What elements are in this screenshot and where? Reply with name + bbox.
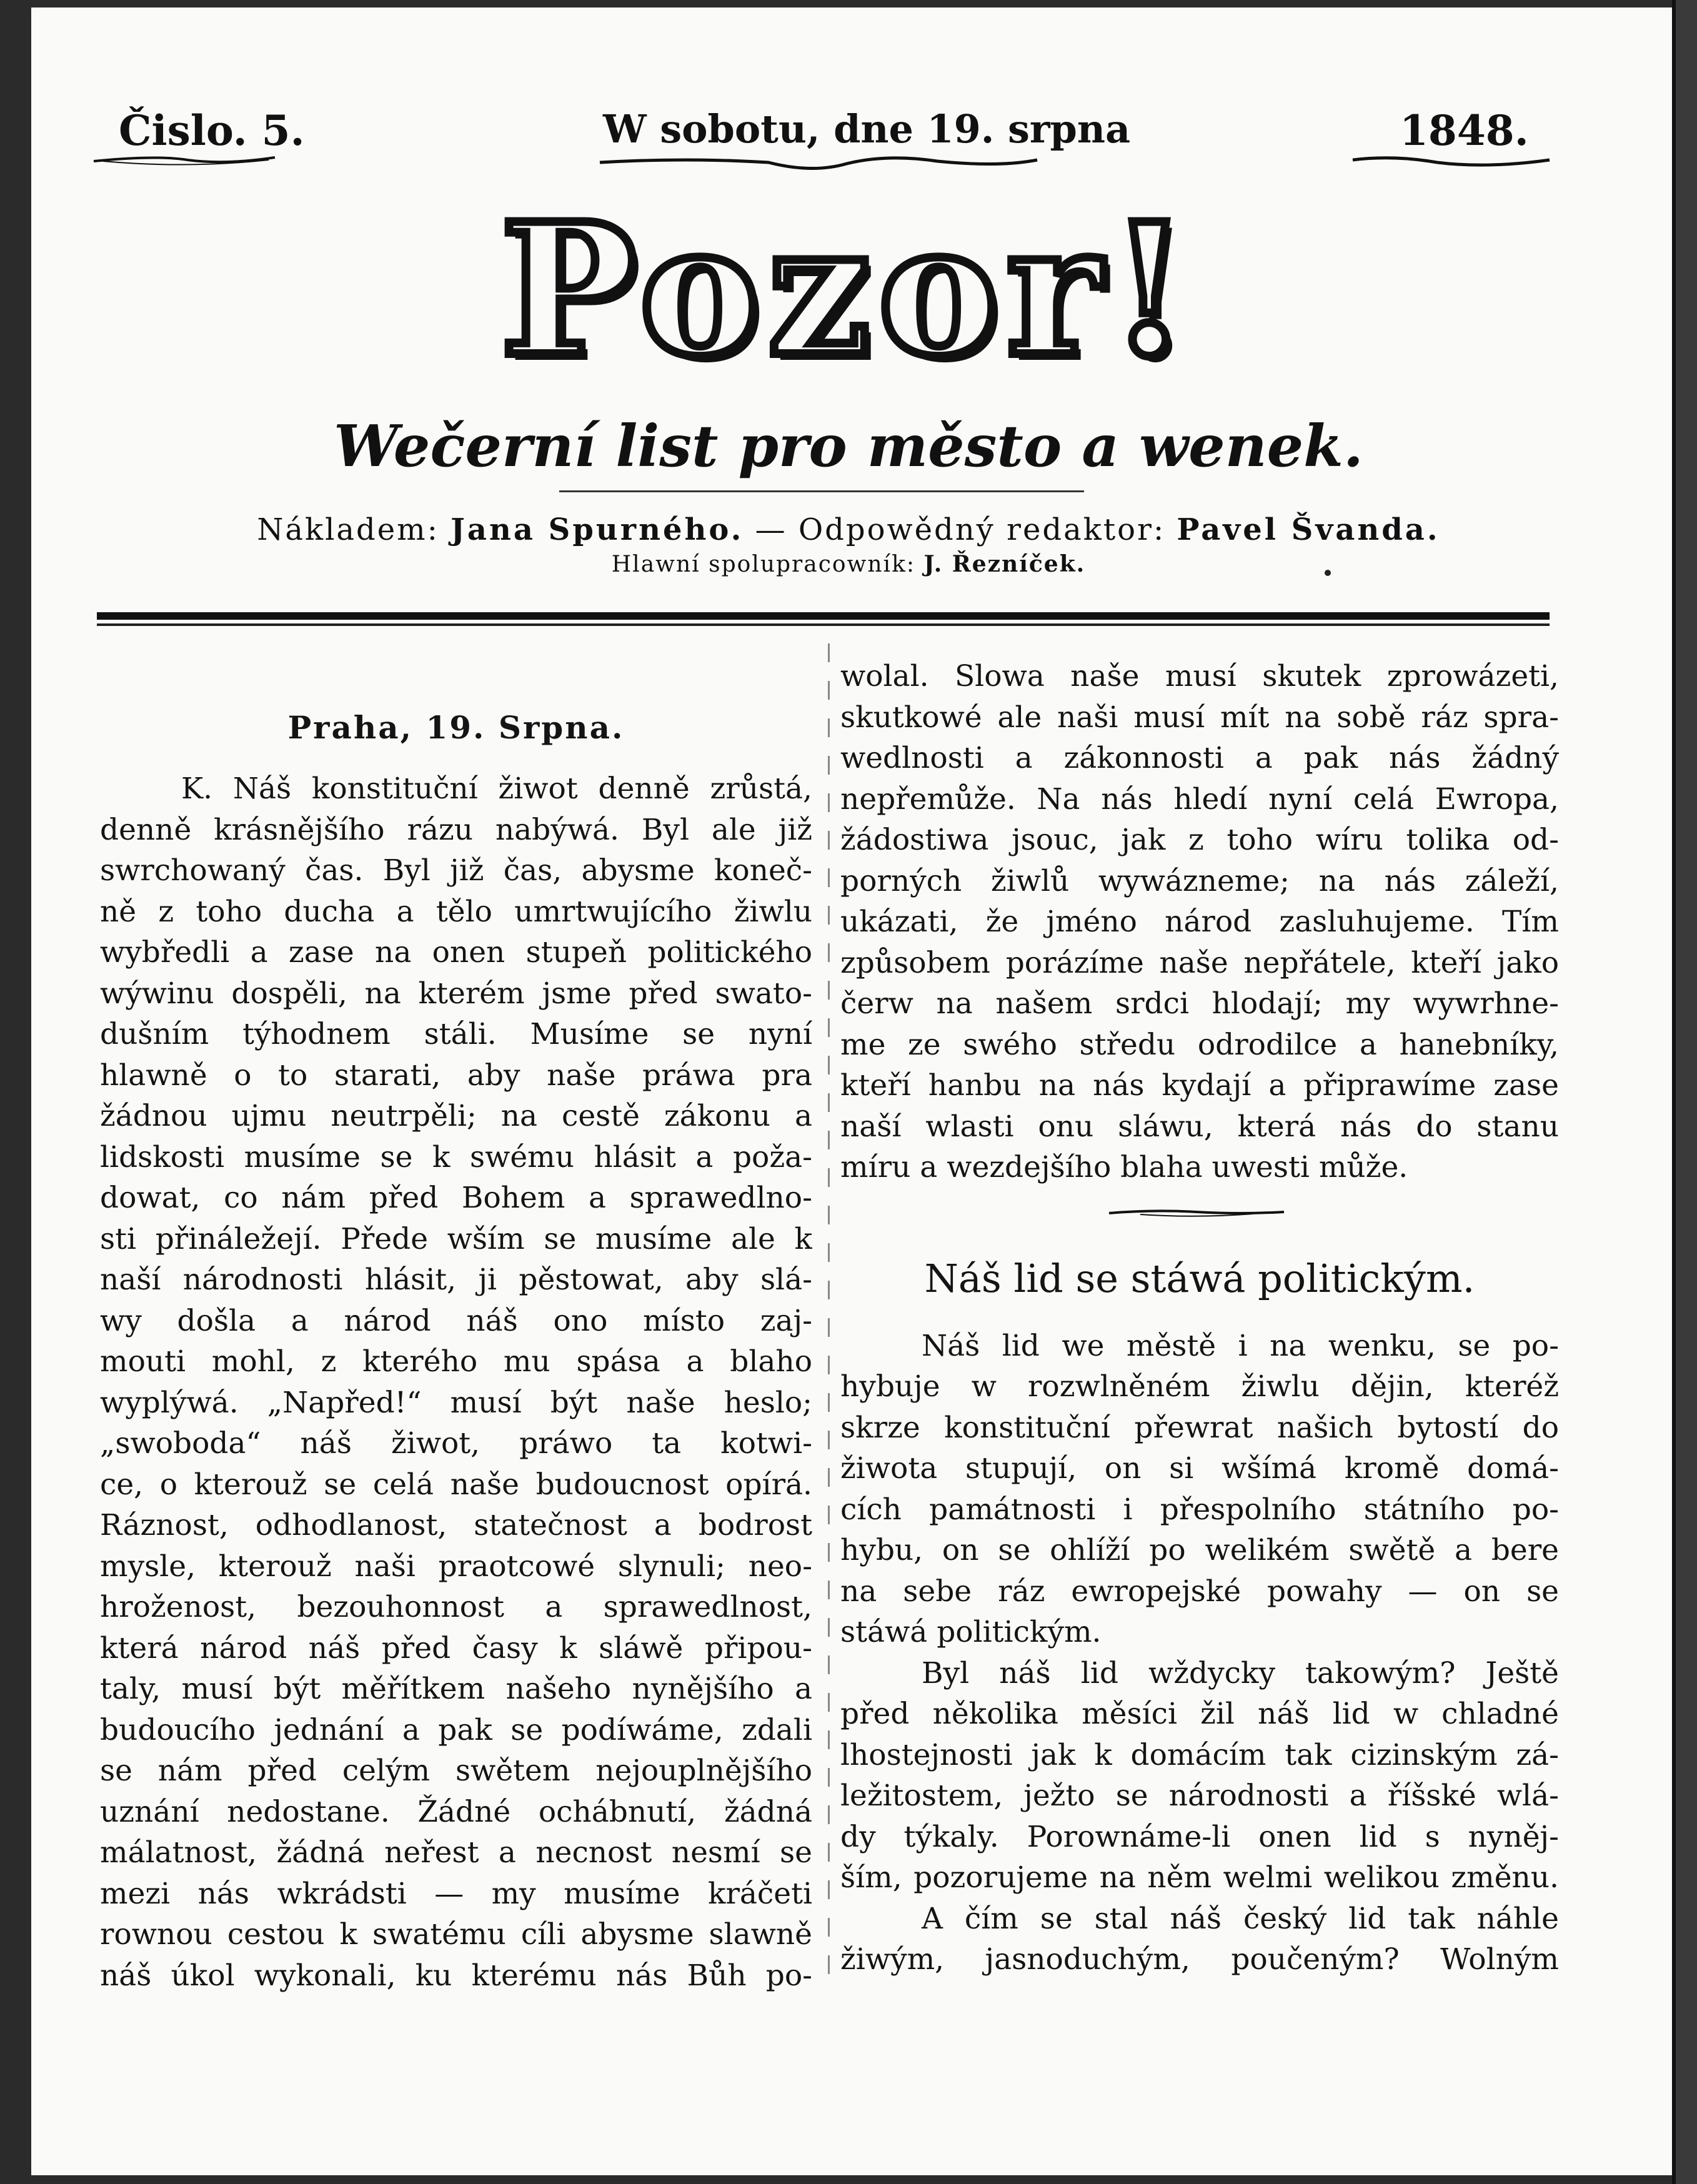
- text-line: hroženost, bezouhonnost a sprawedlnost,: [100, 1590, 812, 1624]
- text-line: čerw na našem srdci hlodají; my wywrhne-: [840, 986, 1559, 1021]
- contributor-label: Hlawní spolupracowník:: [611, 552, 916, 577]
- text-line: K. Náš konstituční žiwot denně zrůstá,: [181, 772, 812, 806]
- text-line: mouti mohl, z kterého mu spása a blaho: [100, 1344, 812, 1379]
- text-line: stáwá politickým.: [840, 1615, 1102, 1649]
- text-line: málatnost, žádná neřest a necnost nesmí se: [100, 1835, 812, 1870]
- text-line: ším, pozorujeme na něm welmi welikou změnu.: [840, 1860, 1559, 1895]
- contributor-name: J. Řezníček.: [923, 551, 1086, 577]
- text-line: na sebe ráz ewropejské powahy — on se: [840, 1574, 1559, 1609]
- left-column: [100, 656, 812, 1996]
- text-line: mysle, kterouž naši praotcowé slynuli; neo-: [100, 1549, 812, 1584]
- text-line: naší wlasti onu sláwu, která nás do stanu: [840, 1109, 1559, 1144]
- text-line: wy došla a národ náš ono místo zaj-: [100, 1303, 812, 1338]
- text-line: způsobem porázíme naše nepřátele, kteří jako: [840, 945, 1559, 980]
- ornament-rule-icon: [1103, 1206, 1290, 1221]
- text-line: dowat, co nám před Bohem a sprawedlno-: [100, 1181, 812, 1215]
- text-line: porných žiwlů wywázneme; na nás záleží,: [840, 863, 1559, 898]
- column-divider: [828, 643, 830, 1987]
- text-line: žádnou ujmu neutrpěli; na cestě zákonu a: [100, 1099, 812, 1133]
- text-line: swrchowaný čas. Byl již čas, abysme koneč-: [100, 853, 812, 888]
- text-line: wedlnosti a zákonnosti a pak nás žádný: [840, 741, 1559, 775]
- text-line: naší národnosti hlásit, ji pěstowat, aby slá-: [100, 1263, 812, 1297]
- text-line: wýwinu dospěli, na kterém jsme před swato-: [100, 976, 812, 1011]
- newspaper-title-text: Pozor!: [500, 184, 1197, 397]
- text-line: žádostiwa jsouc, jak z toho wíru tolika od-: [840, 823, 1559, 857]
- text-line: míru a wezdejšího blaha uwesti může.: [840, 1150, 1408, 1184]
- article-heading-praha: Praha, 19. Srpna.: [287, 709, 625, 746]
- header-rule-thick: [97, 612, 1550, 620]
- text-line: uznání nedostane. Žádné ochábnutí, žádná: [100, 1794, 812, 1829]
- publisher-label: Nákladem:: [257, 512, 439, 547]
- text-line: ležitostem, ježto se národnosti a říšské wlá-: [840, 1779, 1559, 1813]
- text-line: před několika měsíci žil náš lid w chladné: [840, 1697, 1559, 1731]
- right-column: [840, 656, 1559, 1980]
- text-line: žiwým, jasnoduchým, poučeným? Wolným: [840, 1942, 1559, 1977]
- text-line: mezi nás wkrádsti — my musíme kráčeti: [100, 1876, 812, 1911]
- text-line: lidskosti musíme se k swému hlásit a poža-: [100, 1139, 812, 1174]
- text-line: se nám před celým swětem nejouplnějšího: [100, 1754, 812, 1788]
- text-line: sti přináležejí. Přede wším se musíme ale k: [100, 1221, 812, 1256]
- text-line: náš úkol wykonali, ku kterému nás Bůh po-: [100, 1958, 812, 1993]
- text-line: žiwota stupují, on si wšímá kromě domá-: [840, 1451, 1559, 1486]
- article-heading-lid: Náš lid se stáwá politickým.: [924, 1255, 1475, 1301]
- text-line: taly, musí být měřítkem našeho nynějšího a: [100, 1672, 812, 1706]
- ink-dot: [1325, 570, 1331, 576]
- text-line: skutkowé ale naši musí mít na sobě ráz spra-: [840, 700, 1559, 735]
- text-line: hybu, on se ohlíží po welikém swětě a bere: [840, 1533, 1559, 1567]
- text-line: wybředli a zase na onen stupeň politického: [100, 935, 812, 970]
- text-line: skrze konstituční přewrat našich bytostí do: [840, 1410, 1559, 1445]
- text-line: ukázati, že jméno národ zasluhujeme. Tím: [840, 905, 1559, 939]
- contributor-line: [0, 551, 1697, 577]
- text-line: Byl náš lid wždycky takowým? Ještě: [922, 1655, 1559, 1690]
- section-ornament: [840, 1188, 1559, 1238]
- text-line: cích památnosti i přespolního státního po-: [840, 1492, 1559, 1527]
- right-column-text-top: [840, 656, 1559, 1188]
- text-line: hybuje w rozwlněném žiwlu dějin, kteréž: [840, 1369, 1559, 1404]
- issue-date: W sobotu, dne 19. srpna: [603, 106, 1131, 152]
- right-column-text-bottom: [840, 1326, 1559, 1980]
- text-line: dušním týhodnem stáli. Musíme se nyní: [100, 1017, 812, 1051]
- text-line: nepřemůže. Na nás hledí nyní celá Ewropa,: [840, 782, 1559, 817]
- editor-label: — Odpowědný redaktor:: [755, 512, 1166, 547]
- text-line: me ze swého středu odrodilce a hanebníky,: [840, 1027, 1559, 1062]
- text-line: Ráznost, odhodlanost, statečnost a bodrost: [100, 1508, 812, 1542]
- text-line: rownou cestou k swatému cíli abysme slawně: [100, 1917, 812, 1952]
- text-line: A čím se stal náš český lid tak náhle: [922, 1901, 1559, 1936]
- publisher-name: Jana Spurného.: [450, 512, 744, 547]
- text-line: lhostejnosti jak k domácím tak cizinským zá-: [840, 1737, 1559, 1772]
- text-line: ně z toho ducha a tělo umrtwujícího žiwlu: [100, 894, 812, 929]
- text-line: která národ náš před časy k sláwě připou-: [100, 1631, 812, 1665]
- subtitle-rule: [559, 490, 1084, 492]
- credits-line: [0, 512, 1697, 547]
- editor-name: Pavel Švanda.: [1177, 512, 1440, 547]
- text-line: wyplýwá. „Napřed!“ musí být naše heslo;: [100, 1385, 812, 1420]
- text-line: hlawně o to starati, aby naše práwa pra: [100, 1058, 812, 1093]
- text-line: budoucího jednání a pak se podíwáme, zdali: [100, 1712, 812, 1747]
- text-line: wolal. Slowa naše musí skutek zprowázeti,: [840, 659, 1559, 693]
- text-line: Náš lid we městě i na wenku, se po-: [922, 1328, 1559, 1363]
- text-line: kteří hanbu na nás kydají a připrawíme zase: [840, 1068, 1559, 1103]
- text-line: ce, o kterouž se celá naše budoucnost opírá.: [100, 1467, 812, 1502]
- text-line: denně krásnějšího rázu nabýwá. Byl ale již: [100, 812, 812, 847]
- newspaper-title: [0, 184, 1697, 397]
- issue-number: Čislo. 5.: [119, 106, 305, 155]
- text-line: „swoboda“ náš žiwot, práwo ta kotwi-: [100, 1426, 812, 1461]
- issue-year: 1848.: [1400, 106, 1529, 155]
- header-rule-thin: [97, 623, 1550, 626]
- text-line: dy týkaly. Porownáme-li onen lid s nyněj-: [840, 1819, 1559, 1854]
- newspaper-subtitle: Wečerní list pro město a wenek.: [334, 412, 1363, 480]
- left-column-text: [100, 768, 812, 1996]
